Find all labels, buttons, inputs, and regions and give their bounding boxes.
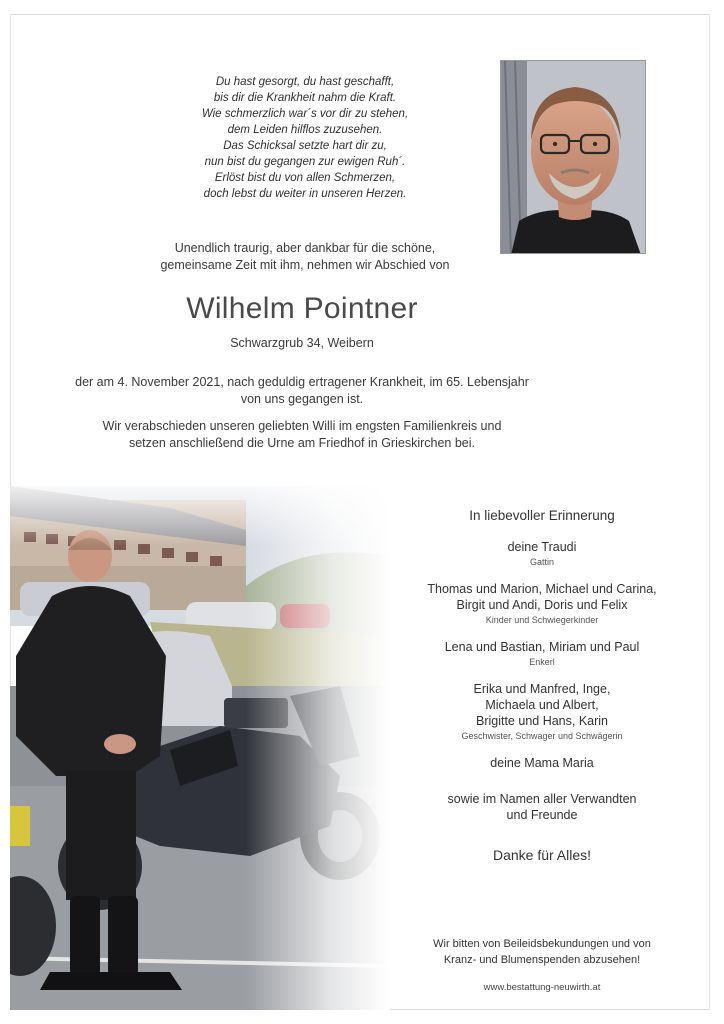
family-group-spouse [404, 539, 680, 567]
farewell-line: Wir verabschieden unseren geliebten Willi im engsten Familienkreis und [102, 419, 502, 433]
photo-fade-top-overlay [10, 486, 390, 546]
family-relation: Geschwister, Schwager und Schwägerin [461, 731, 623, 741]
portrait-photo [500, 60, 646, 254]
family-names: sowie im Namen aller Verwandten [447, 792, 637, 806]
family-group-children [404, 581, 680, 625]
thanks-text: Danke für Alles! [492, 847, 592, 863]
farewell-line: setzen anschließend die Urne am Friedhof in Grieskirchen bei. [128, 436, 475, 450]
family-names: Thomas und Marion, Michael und Carina, [427, 582, 657, 596]
family-relation: Gattin [529, 557, 554, 567]
poem-line: Das Schicksal setzte hart dir zu, [223, 140, 387, 152]
family-names: Erika und Manfred, Inge, [473, 682, 611, 696]
poem-line: nun bist du gegangen zur ewigen Ruh´. [204, 156, 406, 168]
memorial-list [404, 508, 680, 863]
family-names: und Freunde [506, 808, 578, 822]
family-relation: Kinder und Schwiegerkinder [485, 615, 599, 625]
poem-line: dem Leiden hilflos zuzusehen. [227, 124, 383, 136]
request-line: Wir bitten von Beileidsbekundungen und von [433, 938, 651, 950]
death-notice [60, 374, 544, 408]
poem-line: Wie schmerzlich war´s vor dir zu stehen, [201, 108, 409, 120]
family-names: Lena und Bastian, Miriam und Paul [444, 640, 640, 654]
notice-line: von uns gegangen ist. [240, 392, 364, 406]
family-names: Brigitte und Hans, Karin [475, 714, 608, 728]
family-names: Birgit und Andi, Doris und Felix [456, 598, 628, 612]
family-names: Michaela und Albert, [485, 698, 599, 712]
poem-line: doch lebst du weiter in unseren Herzen. [203, 188, 407, 200]
website-link[interactable]: www.bestattung-neuwirth.at [483, 982, 601, 993]
donation-request [404, 936, 680, 968]
family-group-relatives [404, 791, 680, 823]
memorial-heading: In liebevoller Erinnerung [469, 508, 615, 523]
poem-line: bis dir die Krankheit nahm die Kraft. [213, 92, 397, 104]
family-group-siblings [404, 681, 680, 741]
request-line: Kranz- und Blumenspenden abzusehen! [443, 954, 641, 966]
intro-line: gemeinsame Zeit mit ihm, nehmen wir Abschied von [160, 258, 450, 272]
family-relation: Enkerl [529, 657, 555, 667]
intro-text [120, 240, 490, 274]
deceased-address: Schwarzgrub 34, Weibern [230, 336, 374, 350]
portrait-illustration [501, 61, 646, 254]
farewell-text [60, 418, 544, 452]
poem-line: Erlöst bist du von allen Schmerzen, [214, 172, 396, 184]
photo-fade-overlay [10, 486, 390, 1010]
family-group-mother [404, 755, 680, 771]
poem [150, 74, 460, 202]
family-group-grandchildren [404, 639, 680, 667]
family-names: deine Mama Maria [490, 756, 594, 770]
intro-line: Unendlich traurig, aber dankbar für die schöne, [174, 241, 436, 255]
deceased-name: Wilhelm Pointner [186, 292, 418, 325]
notice-line: der am 4. November 2021, nach geduldig ertragener Krankheit, im 65. Lebensjahr [75, 375, 529, 389]
motorcycle-photo [10, 486, 390, 1010]
poem-line: Du hast gesorgt, du hast geschafft, [215, 76, 395, 88]
family-names: deine Traudi [507, 540, 577, 554]
